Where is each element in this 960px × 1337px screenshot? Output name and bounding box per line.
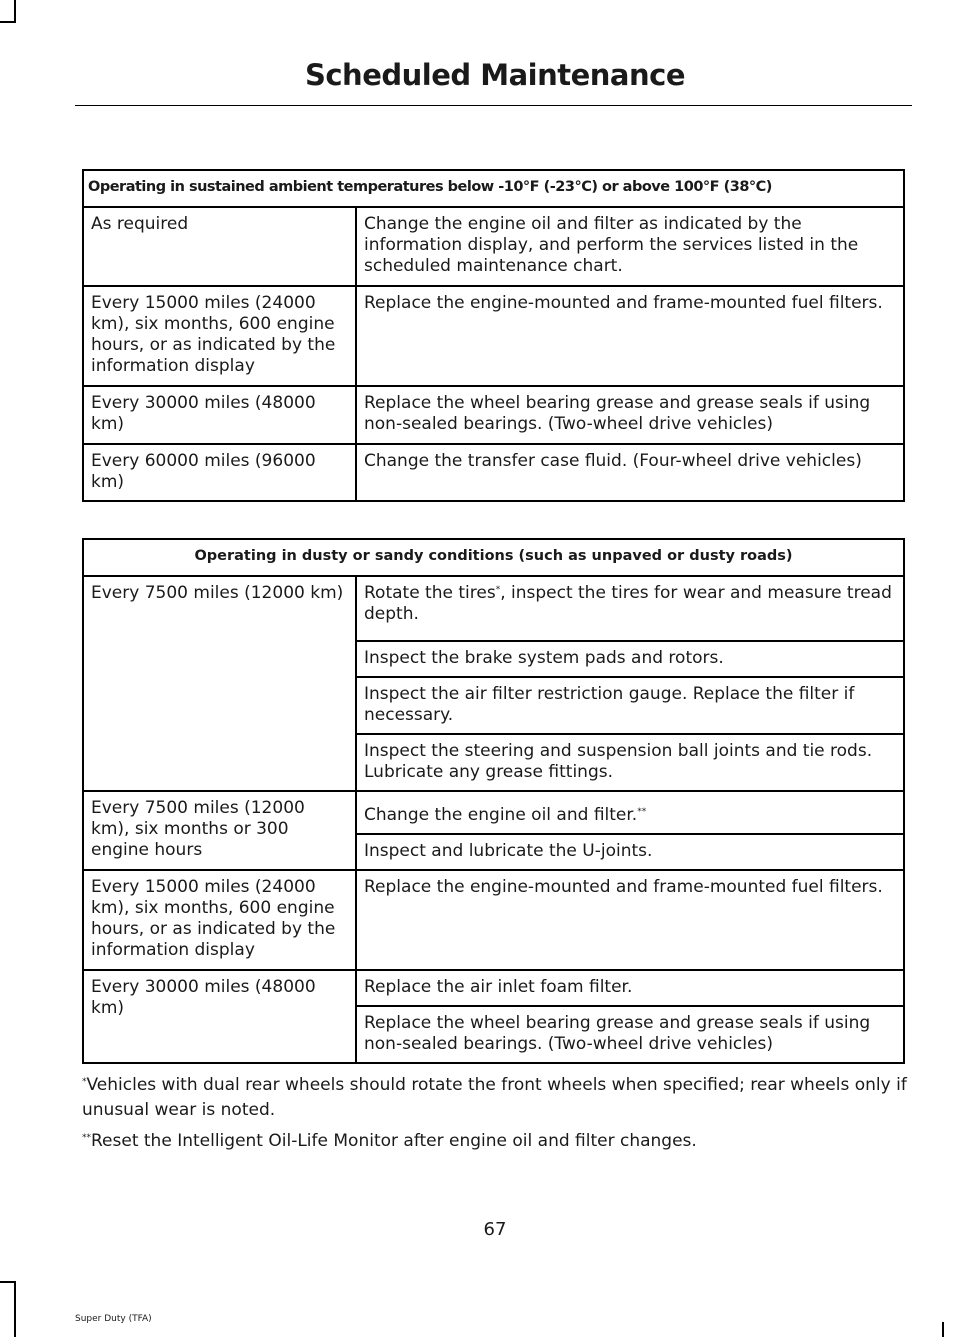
task-cell: Inspect the steering and suspension ball joints and tie rods. Lubricate any grease fittings.: [356, 734, 904, 791]
table-row: [83, 870, 904, 970]
task-cell: Change the transfer case fluid. (Four-wheel drive vehicles): [356, 444, 904, 501]
footnote-mark: *: [82, 1077, 87, 1087]
task-cell: Inspect the air filter restriction gauge. Replace the filter if necessary.: [356, 677, 904, 734]
footnote: [82, 1073, 912, 1123]
task-cell: Replace the air inlet foam filter.: [356, 970, 904, 1006]
page-number: 67: [483, 1219, 507, 1240]
footnote-mark: **: [82, 1133, 91, 1143]
task-cell: Replace the engine-mounted and frame-mounted fuel filters.: [356, 870, 904, 970]
title-rule: [75, 105, 912, 106]
interval-cell: Every 60000 miles (96000 km): [83, 444, 356, 501]
interval-cell: Every 7500 miles (12000 km): [83, 576, 356, 791]
task-cell: Replace the wheel bearing grease and grease seals if using non-sealed bearings. (Two-wheel drive vehicles): [356, 1006, 904, 1063]
crop-mark-bottom: [14, 1282, 16, 1337]
table-heading: Operating in dusty or sandy conditions (such as unpaved or dusty roads): [83, 539, 904, 576]
crop-mark-top: [14, 0, 16, 22]
table-row: [83, 386, 904, 444]
task-text: Change the engine oil and filter.: [364, 805, 638, 825]
table-heading: Operating in sustained ambient temperatures below -10°F (-23°C) or above 100°F (38°C): [83, 170, 904, 207]
crop-mark-bottom: [0, 1281, 16, 1283]
task-text: Rotate the tires: [364, 583, 496, 603]
table-row: [83, 791, 904, 834]
footnotes: [82, 1073, 912, 1160]
interval-cell: Every 15000 miles (24000 km), six months, 600 engine hours, or as indicated by the information display: [83, 286, 356, 386]
interval-cell: Every 30000 miles (48000 km): [83, 970, 356, 1063]
footnote-text: Reset the Intelligent Oil-Life Monitor after engine oil and filter changes.: [91, 1131, 697, 1151]
footer-label: Super Duty (TFA): [75, 1314, 152, 1324]
temperature-maintenance-table: [82, 169, 905, 502]
footnote: [82, 1129, 912, 1154]
task-cell: [356, 791, 904, 834]
table-row: [83, 444, 904, 501]
task-cell: Change the engine oil and filter as indicated by the information display, and perform the services listed in the scheduled maintenance chart.: [356, 207, 904, 286]
table-row: [83, 970, 904, 1006]
table-row: [83, 286, 904, 386]
task-text: , inspect the tires for wear and measure tread depth.: [364, 583, 892, 624]
crop-mark-top: [0, 21, 16, 23]
table-row: [83, 576, 904, 641]
task-cell: Replace the wheel bearing grease and grease seals if using non-sealed bearings. (Two-wheel drive vehicles): [356, 386, 904, 444]
task-cell: Inspect and lubricate the U-joints.: [356, 834, 904, 870]
dusty-conditions-maintenance-table: [82, 538, 905, 1064]
crop-mark-bottom: [942, 1322, 944, 1337]
task-cell: [356, 576, 904, 641]
interval-cell: As required: [83, 207, 356, 286]
footnote-mark: **: [637, 807, 647, 817]
task-cell: Inspect the brake system pads and rotors.: [356, 641, 904, 677]
footnote-mark: *: [495, 585, 501, 595]
interval-cell: Every 7500 miles (12000 km), six months or 300 engine hours: [83, 791, 356, 870]
table-row: [83, 207, 904, 286]
task-cell: Replace the engine-mounted and frame-mounted fuel filters.: [356, 286, 904, 386]
footnote-text: Vehicles with dual rear wheels should rotate the front wheels when specified; rear wheels only if unusual wear is noted.: [82, 1075, 907, 1120]
page-title: Scheduled Maintenance: [304, 58, 686, 92]
interval-cell: Every 30000 miles (48000 km): [83, 386, 356, 444]
interval-cell: Every 15000 miles (24000 km), six months, 600 engine hours, or as indicated by the information display: [83, 870, 356, 970]
